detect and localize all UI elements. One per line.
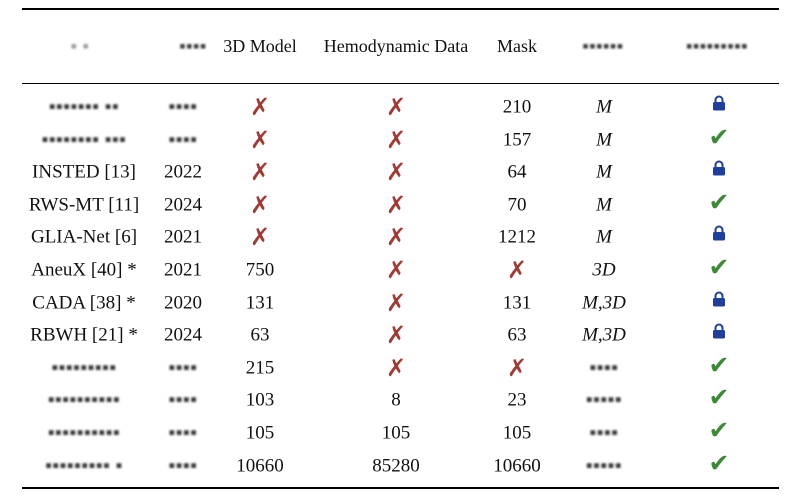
cross-icon: ✗ — [249, 93, 271, 121]
dataset-name: ▪▪▪▪▪▪▪ ▪▪ — [48, 96, 120, 118]
annotation-type: ▪▪▪▪ — [589, 357, 619, 379]
annotation-type: 3D — [592, 259, 616, 281]
annotation-type: M — [596, 194, 612, 216]
table-bottom-rule — [22, 487, 779, 489]
check-icon: ✔ — [708, 187, 730, 217]
header-year: ▪▪▪▪ — [179, 36, 207, 56]
annotation-type: M,3D — [582, 292, 626, 314]
dataset-year: 2024 — [164, 324, 202, 346]
3d-model-cell: 131 — [245, 292, 275, 314]
annotation-type: ▪▪▪▪▪ — [585, 455, 623, 477]
check-icon: ✔ — [708, 252, 730, 282]
cross-icon: ✗ — [385, 288, 407, 317]
mask-cell: 105 — [502, 422, 532, 444]
mask-cell: 64 — [507, 161, 527, 183]
dataset-name: RBWH [21] * — [30, 324, 138, 346]
mask-cell: 157 — [502, 129, 532, 151]
mask-cell: 63 — [507, 324, 527, 346]
hemodynamic-cell: 85280 — [372, 455, 420, 477]
dataset-name: ▪▪▪▪▪▪▪▪▪▪ — [47, 389, 121, 411]
header-3d-model: 3D Model — [223, 36, 297, 56]
lock-icon — [712, 291, 726, 311]
dataset-year: 2020 — [164, 292, 202, 314]
cross-icon: ✗ — [249, 190, 271, 219]
3d-model-cell: 63 — [250, 324, 270, 346]
cross-icon: ✗ — [385, 321, 407, 350]
dataset-name: GLIA-Net [6] — [30, 226, 138, 248]
cross-icon: ✗ — [385, 353, 407, 382]
annotation-type: ▪▪▪▪ — [589, 422, 619, 444]
dataset-year: ▪▪▪▪ — [168, 455, 198, 477]
cross-icon: ✗ — [385, 256, 407, 284]
dataset-year: ▪▪▪▪ — [168, 357, 198, 379]
mask-cell: 210 — [502, 96, 532, 118]
header-annotation-type: ▪▪▪▪▪▪ — [582, 36, 624, 56]
dataset-year: ▪▪▪▪ — [168, 129, 198, 151]
dataset-year: 2021 — [164, 226, 202, 248]
dataset-year: ▪▪▪▪ — [168, 422, 198, 444]
dataset-name: CADA [38] * — [32, 292, 136, 314]
3d-model-cell: 10660 — [236, 455, 284, 477]
check-icon: ✔ — [708, 382, 730, 412]
table-header-rule — [22, 83, 779, 84]
annotation-type: M — [596, 129, 612, 151]
mask-cell: 131 — [502, 292, 532, 314]
check-icon: ✔ — [708, 448, 730, 478]
header-mask: Mask — [497, 36, 537, 56]
header-hemodynamic-data: Hemodynamic Data — [323, 36, 469, 56]
dataset-name: ▪▪▪▪▪▪▪▪ ▪▪▪ — [41, 129, 127, 151]
dataset-name: RWS-MT [11] — [28, 194, 140, 216]
mask-cell: 1212 — [498, 226, 536, 248]
cross-icon: ✗ — [385, 223, 407, 252]
lock-icon — [712, 160, 726, 180]
cross-icon: ✗ — [506, 256, 528, 284]
3d-model-cell: 103 — [245, 389, 275, 411]
annotation-type: M — [596, 161, 612, 183]
3d-model-cell: 105 — [245, 422, 275, 444]
dataset-year: 2024 — [164, 194, 202, 216]
table-top-rule — [22, 8, 779, 10]
mask-cell: 10660 — [493, 455, 541, 477]
cross-icon: ✗ — [385, 190, 407, 219]
dataset-name: INSTED [13] — [32, 161, 136, 183]
header-dataset: ▪ ▪ — [70, 36, 90, 56]
dataset-name: ▪▪▪▪▪▪▪▪▪▪ — [47, 422, 121, 444]
hemodynamic-cell: 8 — [391, 389, 401, 411]
dataset-name: AneuX [40] * — [31, 259, 137, 281]
check-icon: ✔ — [708, 122, 730, 152]
header-access: ▪▪▪▪▪▪▪▪▪ — [686, 36, 748, 56]
dataset-year: 2021 — [164, 259, 202, 281]
cross-icon: ✗ — [506, 353, 528, 382]
check-icon: ✔ — [708, 415, 730, 445]
annotation-type: M — [596, 96, 612, 118]
annotation-type: M,3D — [582, 324, 626, 346]
3d-model-cell: 215 — [245, 357, 275, 379]
lock-icon — [712, 225, 726, 245]
dataset-name: ▪▪▪▪▪▪▪▪▪ ▪ — [45, 455, 123, 477]
annotation-type: ▪▪▪▪▪ — [585, 389, 623, 411]
mask-cell: 23 — [507, 389, 527, 411]
check-icon: ✔ — [708, 350, 730, 380]
cross-icon: ✗ — [249, 125, 271, 154]
annotation-type: M — [596, 226, 612, 248]
dataset-name: ▪▪▪▪▪▪▪▪▪ — [51, 357, 117, 379]
lock-icon — [712, 323, 726, 343]
dataset-year: ▪▪▪▪ — [168, 389, 198, 411]
cross-icon: ✗ — [249, 223, 271, 252]
cross-icon: ✗ — [385, 158, 407, 187]
lock-icon — [712, 95, 726, 115]
mask-cell: 70 — [507, 194, 527, 216]
3d-model-cell: 750 — [245, 259, 275, 281]
cross-icon: ✗ — [249, 158, 271, 187]
cross-icon: ✗ — [385, 93, 407, 121]
dataset-year: 2022 — [164, 161, 202, 183]
cross-icon: ✗ — [385, 125, 407, 154]
hemodynamic-cell: 105 — [381, 422, 411, 444]
dataset-year: ▪▪▪▪ — [168, 96, 198, 118]
